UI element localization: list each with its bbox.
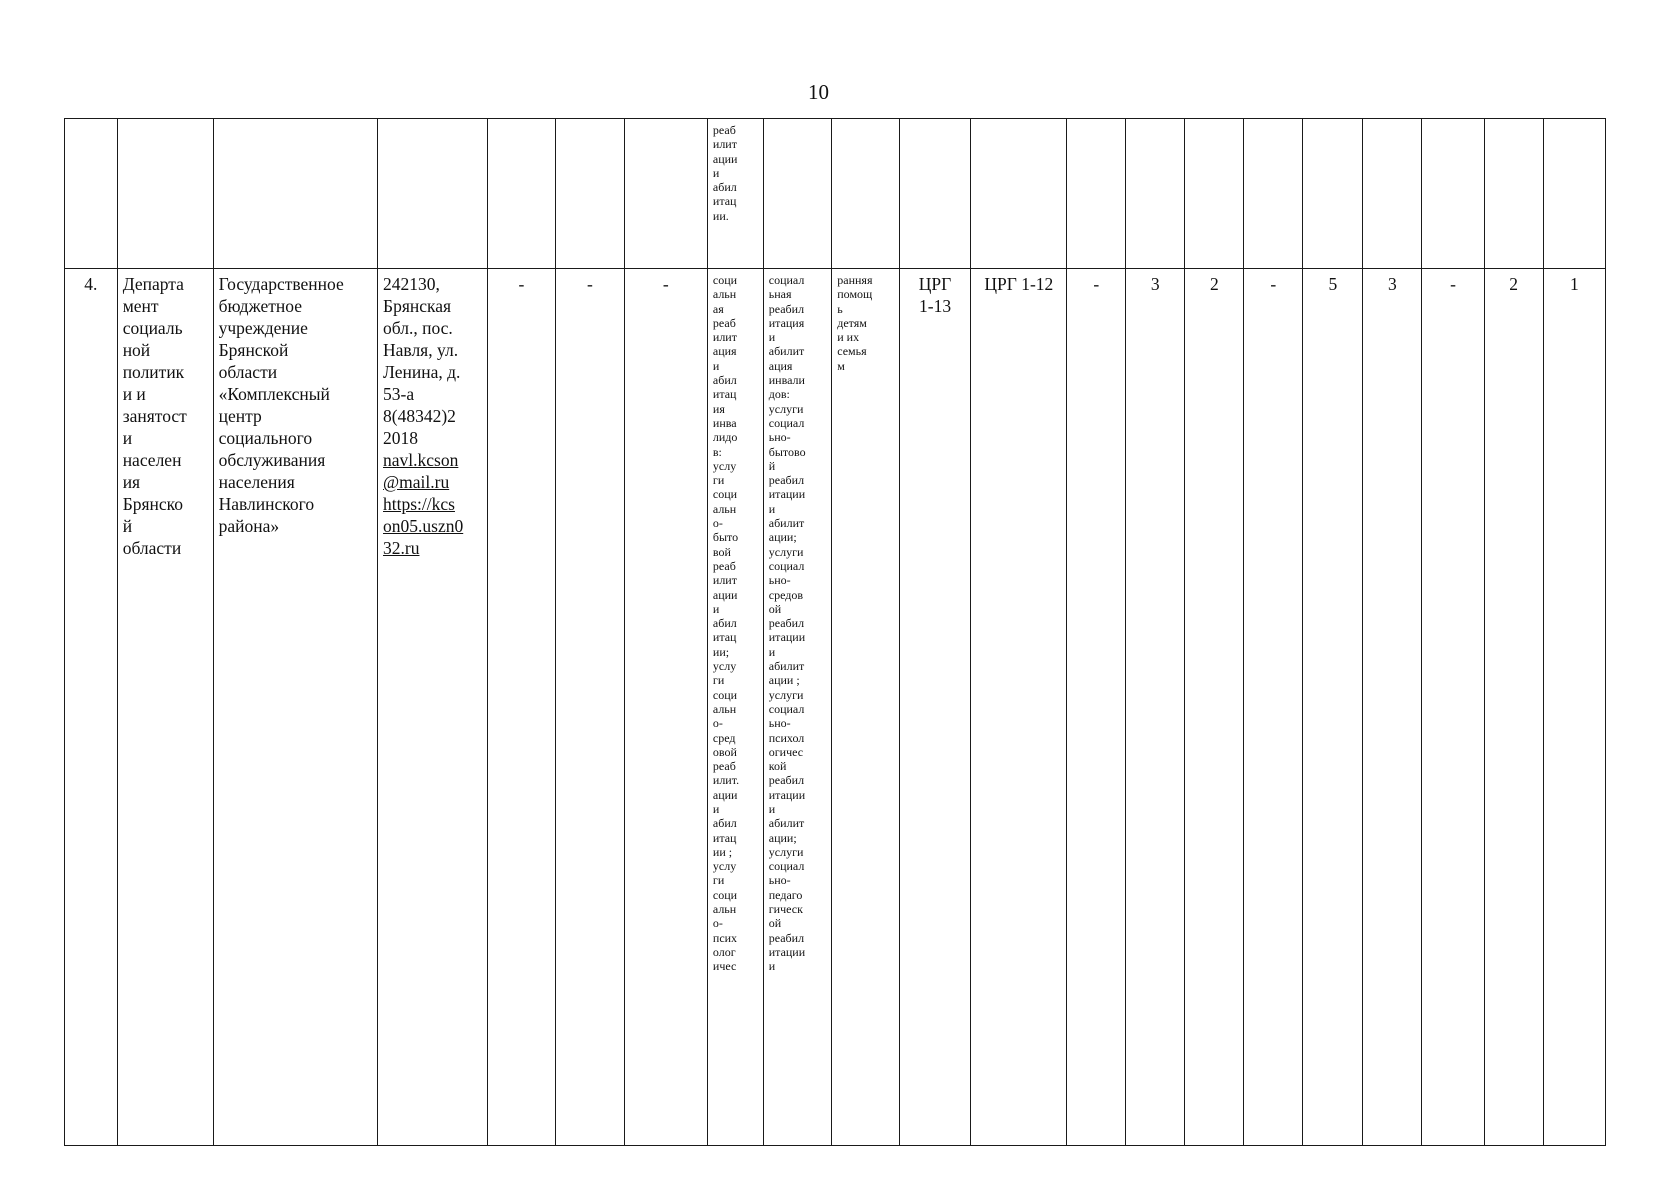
- cell: [65, 269, 118, 1146]
- cell: [1422, 119, 1484, 269]
- count-6: 3: [1388, 274, 1397, 294]
- cell: [899, 269, 971, 1146]
- count-5: 5: [1328, 274, 1338, 294]
- cell: [487, 269, 556, 1146]
- cell: [1484, 269, 1543, 1146]
- cell: [763, 119, 832, 269]
- cell: [763, 269, 832, 1146]
- cell: [1126, 119, 1185, 269]
- count-4: -: [1270, 274, 1277, 294]
- count-1: -: [1093, 274, 1100, 294]
- cell: [117, 119, 213, 269]
- cell: [1363, 119, 1422, 269]
- cell: [1244, 269, 1303, 1146]
- count-7: -: [1450, 274, 1456, 294]
- cell: [971, 119, 1067, 269]
- cell: [1126, 269, 1185, 1146]
- cell: [707, 269, 763, 1146]
- cell: [378, 269, 488, 1146]
- registry-table: [64, 118, 1606, 1146]
- cell: [1244, 119, 1303, 269]
- cell: [213, 119, 377, 269]
- cell: [1543, 119, 1605, 269]
- phone: 8(48342)2 2018: [383, 406, 456, 448]
- cell: [1067, 119, 1126, 269]
- target-group-a: ЦРГ 1-13: [918, 274, 952, 316]
- continued-row: [65, 119, 1606, 269]
- row-number: 4.: [84, 274, 98, 294]
- cell: [899, 119, 971, 269]
- services-full: социал ьная реабил итация и абилит ация инвали дов: услуги социал ьно- бытово й реабил итации и абилит ации; услуги социал ьно- средов ой реабил итации и абилит ации ; услуги социал ьно- психол огичес кой реабил итации и абилит ации; услуги социал ьно- педаго гическ ой реабил итации и: [768, 273, 806, 974]
- table-row: [65, 269, 1606, 1146]
- cell: [378, 119, 488, 269]
- count-3: 2: [1209, 274, 1219, 294]
- cell: [556, 119, 625, 269]
- target-group-b: ЦРГ 1-12: [984, 274, 1054, 294]
- department-name: Департа мент социаль ной политик и и занятост и населен ия Брянско й области: [122, 274, 187, 558]
- cell: [1543, 269, 1605, 1146]
- cell: [1484, 119, 1543, 269]
- page-number: 10: [808, 80, 829, 104]
- cell: [1185, 119, 1244, 269]
- count-9: 1: [1569, 274, 1579, 294]
- cell: [1303, 119, 1363, 269]
- cell: [1303, 269, 1363, 1146]
- cell: [707, 119, 763, 269]
- cell: [487, 119, 556, 269]
- value-c6: -: [586, 274, 593, 294]
- value-c7: -: [662, 274, 669, 294]
- count-8: 2: [1509, 274, 1518, 294]
- institution-name: Государственное бюджетное учреждение Брянской области «Комплексный центр социального обслуживания населения Навлинского района»: [218, 274, 344, 536]
- cell: [624, 119, 707, 269]
- cell: [1067, 269, 1126, 1146]
- cell: [832, 269, 899, 1146]
- cell: [971, 269, 1067, 1146]
- cell: [1363, 269, 1422, 1146]
- rehab-text-continued: реаб илит ации и абил итац ии.: [712, 123, 738, 223]
- early-help: ранняя помощ ь детям и их семья м: [837, 273, 873, 373]
- cell: [832, 119, 899, 269]
- cell: [1422, 269, 1484, 1146]
- services-short: соци альн ая реаб илит ация и абил итац ия инва лидо в: услу ги соци альн о- быто вой реаб илит ации и абил итац ии; услу ги соци альн о- сред овой реаб илит. ации и абил итац ии ; услу ги соци альн о- псих олог ичес: [712, 273, 740, 974]
- cell: [1185, 269, 1244, 1146]
- email-link[interactable]: navl.kcson @mail.ru: [383, 450, 459, 492]
- cell: [117, 269, 213, 1146]
- cell: [556, 269, 625, 1146]
- cell: [624, 269, 707, 1146]
- website-link[interactable]: https://kcs on05.uszn0 32.ru: [383, 494, 464, 558]
- value-c5: -: [518, 274, 525, 294]
- cell: [65, 119, 118, 269]
- count-2: 3: [1150, 274, 1160, 294]
- address: 242130, Брянская обл., пос. Навля, ул. Ленина, д. 53-а: [383, 274, 461, 404]
- cell: [213, 269, 377, 1146]
